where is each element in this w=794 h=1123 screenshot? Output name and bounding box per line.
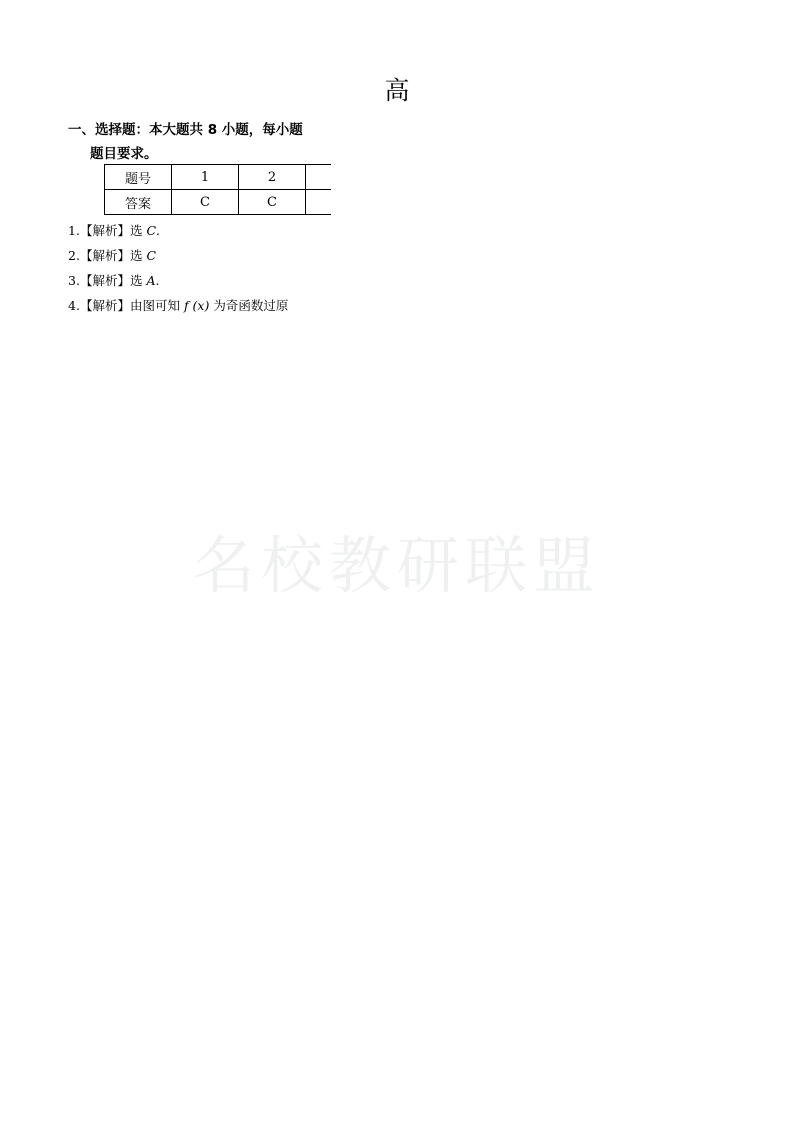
solution-tail: . (155, 273, 160, 288)
answer-table (104, 164, 331, 215)
table-cell-answer-2: C (239, 190, 306, 215)
table-cell-clipped (306, 165, 332, 190)
solution-label: 【解析】 (79, 273, 130, 288)
solution-text: 选 (129, 248, 147, 263)
solution-text: 选 (129, 223, 147, 238)
solution-answer: C (146, 248, 157, 263)
section-heading (68, 118, 318, 166)
table-cell-answer-1: C (172, 190, 239, 215)
solution-number: 4. (68, 298, 80, 313)
table-row-label-question: 题号 (105, 165, 172, 190)
solution-text: 选 (129, 273, 147, 288)
list-item (68, 268, 318, 293)
solution-label: 【解析】 (79, 223, 130, 238)
table-row (105, 165, 332, 190)
table-cell-clipped (306, 190, 332, 215)
section-heading-line-2: 题目要求。 (90, 146, 158, 162)
solution-answer: f (x) (183, 298, 210, 313)
solution-number: 2. (68, 248, 80, 263)
solution-text: 由图可知 (129, 298, 184, 313)
table-cell-question-1: 1 (172, 165, 239, 190)
list-item (68, 293, 318, 318)
solution-answer: C (146, 223, 157, 238)
page-title: 高 (384, 76, 410, 105)
list-item (68, 243, 318, 268)
solution-tail: . (156, 223, 160, 238)
solution-label: 【解析】 (79, 248, 130, 263)
table-cell-question-2: 2 (239, 165, 306, 190)
table-row-label-answer: 答案 (105, 190, 172, 215)
list-item (68, 218, 318, 243)
solution-tail: 为奇函数过原 (209, 298, 289, 313)
solution-number: 3. (68, 273, 80, 288)
solutions-list (68, 218, 318, 318)
table-row (105, 190, 332, 215)
solution-answer: A (146, 273, 156, 288)
watermark: 名校教研联盟 (192, 529, 601, 602)
section-heading-line-1: 一、选择题：本大题共 8 小题，每小题 (68, 122, 303, 138)
solution-label: 【解析】 (79, 298, 130, 313)
solution-number: 1. (68, 223, 80, 238)
